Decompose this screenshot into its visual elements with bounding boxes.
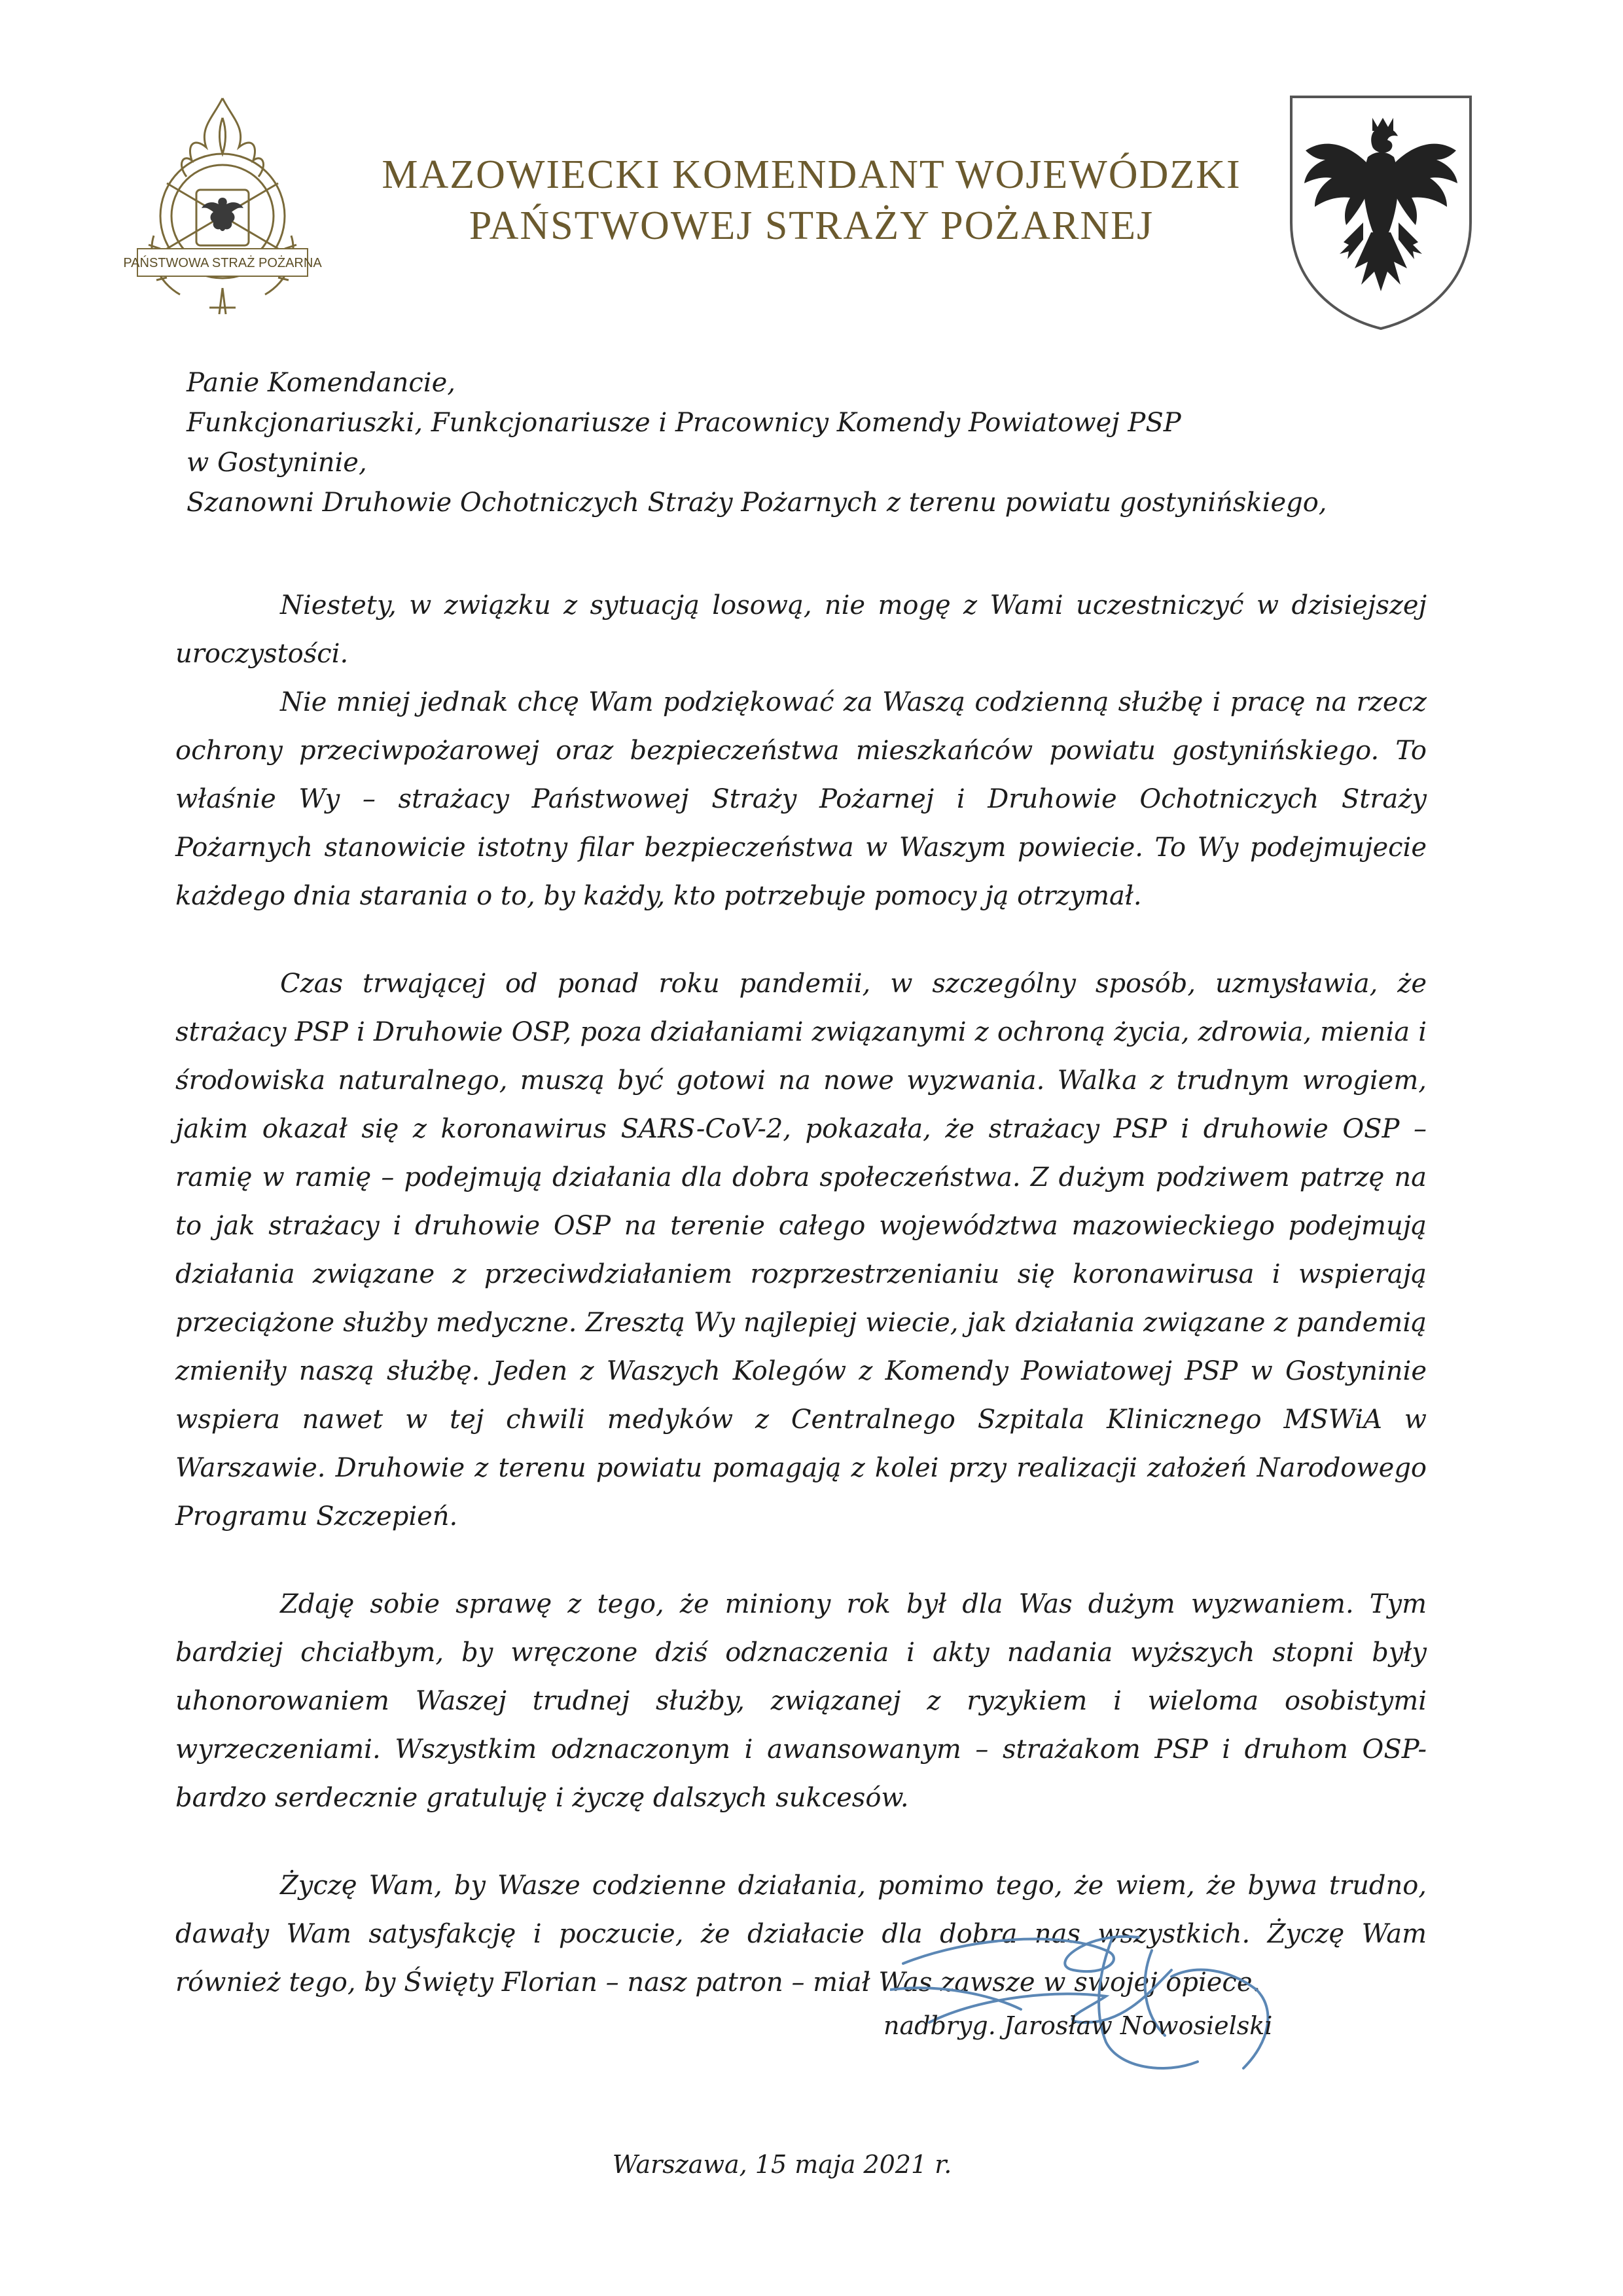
- title-line-1: MAZOWIECKI KOMENDANT WOJEWÓDZKI: [382, 152, 1241, 197]
- salutation-line-4: Szanowni Druhowie Ochotniczych Straży Pożarnych z terenu powiatu gostynińskiego,: [187, 488, 1327, 518]
- paragraph-4: Zdaję sobie sprawę z tego, że miniony rok był dla Was dużym wyzwaniem. Tym bardziej chciałbym, by wręczone dziś odznaczenia i akty nadania wyższych stopni były uhonorowaniem Waszej trudnej służby, związanej z ryzykiem i wieloma osobistymi wyrzeczeniami. Wszystkim odznaczonym i awansowanym – strażakom PSP i druhom OSP- bardzo serdecznie gratuluję i życzę dalszych sukcesów.: [175, 1589, 1427, 1813]
- handwritten-signature: [890, 1911, 1296, 2081]
- salutation-line-3: w Gostyninie,: [187, 448, 367, 478]
- psp-emblem-icon: [121, 92, 324, 327]
- paragraph-1: Niestety, w związku z sytuacją losową, nie mogę z Wami uczestniczyć w dzisiejszej uroczystości.: [175, 590, 1427, 669]
- paragraph-2: Nie mniej jednak chcę Wam podziękować za Waszą codzienną służbę i pracę na rzecz ochrony przeciwpożarowej oraz bezpieczeństwa mieszkańców powiatu gostynińskiego. To właśnie Wy – strażacy Państwowej Straży Pożarnej i Druhowie Ochotniczych Straży Pożarnych stanowicie istotny filar bezpieczeństwa w Waszym powiecie. To Wy podejmujecie każdego dnia starania o to, by każdy, kto potrzebuje pomocy ją otrzymał.: [175, 687, 1427, 911]
- paragraph-5: Życzę Wam, by Wasze codzienne działania, pomimo tego, że wiem, że bywa trudno, dawały Wam satysfakcję i poczucie, że działacie dla dobra nas wszystkich. Życzę Wam również tego, by Święty Florian – nasz patron – miał Was zawsze w swojej opiece.: [175, 1871, 1427, 1998]
- salutation: [187, 363, 1463, 523]
- paragraph-3: Czas trwającej od ponad roku pandemii, w szczególny sposób, uzmysławia, że strażacy PSP i Druhowie OSP, poza działaniami związanymi z ochroną życia, zdrowia, mienia i środowiska naturalnego, muszą być gotowi na nowe wyzwania. Walka z trudnym wrogiem, jakim okazał się z koronawirus SARS-CoV-2, pokazała, że strażacy PSP i druhowie OSP – ramię w ramię – podejmują działania dla dobra społeczeństwa. Z dużym podziwem patrzę na to jak strażacy i druhowie OSP na terenie całego województwa mazowieckiego podejmują działania związane z przeciwdziałaniem rozprzestrzenianiu się koronawirusa i wspierają przeciążone służby medyczne. Zresztą Wy najlepiej wiecie, jak działania związane z pandemią zmieniły naszą służbę. Jeden z Waszych Kolegów z Komendy Powiatowej PSP w Gostyninie wspiera nawet w tej chwili medyków z Centralnego Szpitala Klinicznego MSWiA w Warszawie. Druhowie z terenu powiatu pomagają z kolei przy realizacji założeń Narodowego Programu Szczepień.: [175, 969, 1427, 1532]
- letterhead: [0, 0, 1623, 340]
- place-date: Warszawa, 15 maja 2021 r.: [612, 2150, 952, 2179]
- salutation-line-2: Funkcjonariuszki, Funkcjonariusze i Pracownicy Komendy Powiatowej PSP: [187, 408, 1181, 438]
- letter-body: [175, 581, 1427, 2046]
- issuer-title: [353, 149, 1270, 251]
- salutation-line-1: Panie Komendancie,: [187, 368, 455, 398]
- eagle-shield-icon: [1286, 92, 1476, 334]
- title-line-2: PAŃSTWOWEJ STRAŻY POŻARNEJ: [469, 204, 1154, 248]
- signer-name: nadbryg. Jarosław Nowosielski: [883, 2011, 1273, 2040]
- psp-emblem-text: PAŃSTWOWA STRAŻ POŻARNA: [123, 256, 322, 270]
